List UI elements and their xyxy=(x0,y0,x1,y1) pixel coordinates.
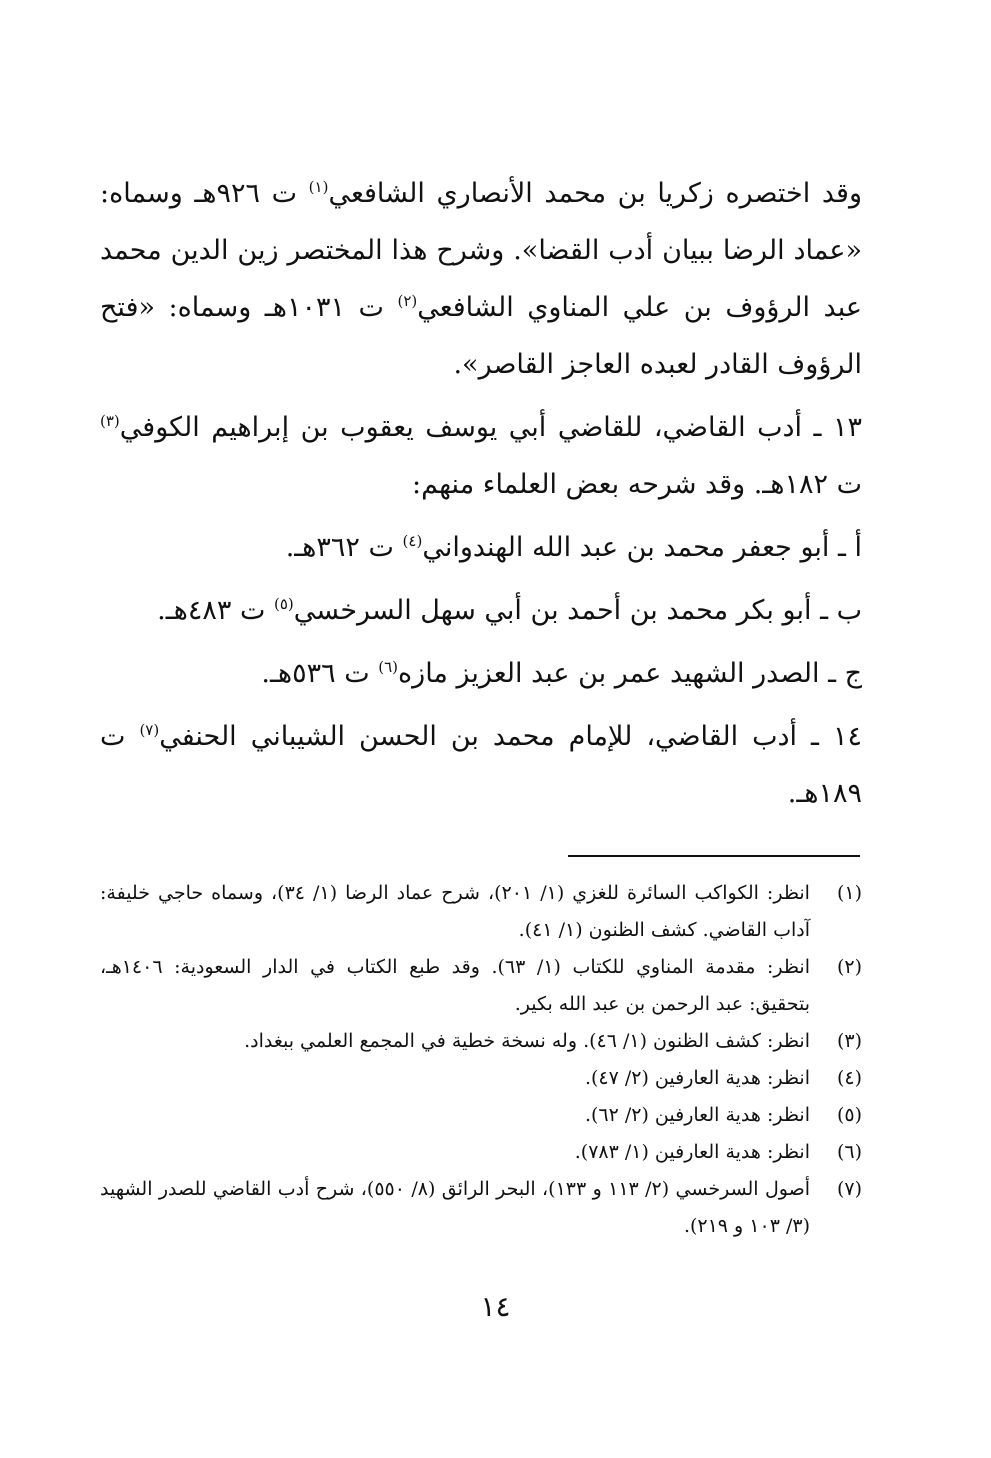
text-segment: ت ١٨٩هـ. xyxy=(100,721,862,809)
page-number: ١٤ xyxy=(480,1290,511,1323)
footnote-text: انظر: مقدمة المناوي للكتاب (١/ ٦٣). وقد طبع الكتاب في الدار السعودية: ١٤٠٦هـ، بتحقيق: عبد الرحمن بن عبد الله بكير. xyxy=(100,956,810,1015)
paragraph-abridgement xyxy=(100,165,862,393)
text-segment: ت ١٠٣١هـ وسماه: «فتح الرؤوف القادر لعبده العاجز القاصر». xyxy=(100,292,862,380)
text-segment: ت ٥٣٦هـ. xyxy=(261,658,379,689)
text-segment: ج ـ الصدر الشهيد عمر بن عبد العزيز مازه xyxy=(398,658,862,689)
footnote-ref-7: (٧) xyxy=(139,721,160,739)
footnote-text: انظر: هدية العارفين (٢/ ٤٧). xyxy=(584,1067,810,1089)
footnote-number: (٣) xyxy=(836,1030,862,1052)
text-segment: ت ٤٨٣هـ. xyxy=(157,595,274,626)
paragraph-item-13 xyxy=(100,399,862,513)
paragraph-item-14 xyxy=(100,708,862,822)
sub-item-a xyxy=(100,519,862,576)
text-segment: أ ـ أبو جعفر محمد بن عبد الله الهندواني xyxy=(422,532,862,563)
footnote-number: (٤) xyxy=(836,1067,862,1089)
footnote xyxy=(100,1060,862,1097)
footnote-number: (٧) xyxy=(836,1178,862,1200)
footnote xyxy=(100,1134,862,1171)
footnotes xyxy=(100,875,862,1245)
text-segment: ١٣ ـ أدب القاضي، للقاضي أبي يوسف يعقوب بن إبراهيم الكوفي xyxy=(119,412,862,443)
text-segment: ت ٩٢٦هـ وسماه: «عماد الرضا ببيان أدب القضا». وشرح هذا المختصر زين الدين محمد عبد الرؤوف بن علي المناوي الشافعي xyxy=(100,178,862,323)
footnote-ref-4: (٤) xyxy=(402,532,423,550)
footnote-text: انظر: الكواكب السائرة للغزي (١/ ٢٠١)، شرح عماد الرضا (١/ ٣٤)، وسماه حاجي خليفة: آداب القاضي. كشف الظنون (١/ ٤١). xyxy=(100,882,810,941)
text-segment: ت ١٨٢هـ. وقد شرحه بعض العلماء منهم: xyxy=(412,469,862,500)
footnote-text: انظر: هدية العارفين (٢/ ٦٢). xyxy=(584,1104,810,1126)
footnote xyxy=(100,949,862,1023)
footnote-ref-3: (٣) xyxy=(100,412,120,430)
text-segment: وقد اختصره زكريا بن محمد الأنصاري الشافعي xyxy=(328,178,862,209)
footnote-ref-6: (٦) xyxy=(378,658,399,676)
footnote-number: (١) xyxy=(836,882,862,904)
footnote xyxy=(100,875,862,949)
footnote-number: (٢) xyxy=(836,956,862,978)
footnote xyxy=(100,1023,862,1060)
footnote-text: أصول السرخسي (٢/ ١١٣ و ١٣٣)، البحر الرائق (٨/ ٥٥٠)، شرح أدب القاضي للصدر الشهيد (٣/ ١٠٣ و ٢١٩). xyxy=(100,1178,810,1237)
footnote-separator xyxy=(568,855,860,857)
main-text xyxy=(100,165,862,828)
footnote xyxy=(100,1097,862,1134)
footnote-number: (٥) xyxy=(836,1104,862,1126)
footnote-ref-5: (٥) xyxy=(273,595,294,613)
text-segment: ب ـ أبو بكر محمد بن أحمد بن أبي سهل السرخسي xyxy=(293,595,862,626)
text-segment: ت ٣٦٢هـ. xyxy=(285,532,403,563)
sub-item-c xyxy=(100,645,862,702)
footnote-number: (٦) xyxy=(836,1141,862,1163)
sub-item-b xyxy=(100,582,862,639)
footnote-text: انظر: كشف الظنون (١/ ٤٦). وله نسخة خطية في المجمع العلمي ببغداد. xyxy=(244,1030,810,1052)
footnote-ref-2: (٢) xyxy=(397,292,418,310)
footnote xyxy=(100,1171,862,1245)
footnote-ref-1: (١) xyxy=(308,178,329,196)
footnote-text: انظر: هدية العارفين (١/ ٧٨٣). xyxy=(574,1141,810,1163)
text-segment: ١٤ ـ أدب القاضي، للإمام محمد بن الحسن الشيباني الحنفي xyxy=(159,721,862,752)
